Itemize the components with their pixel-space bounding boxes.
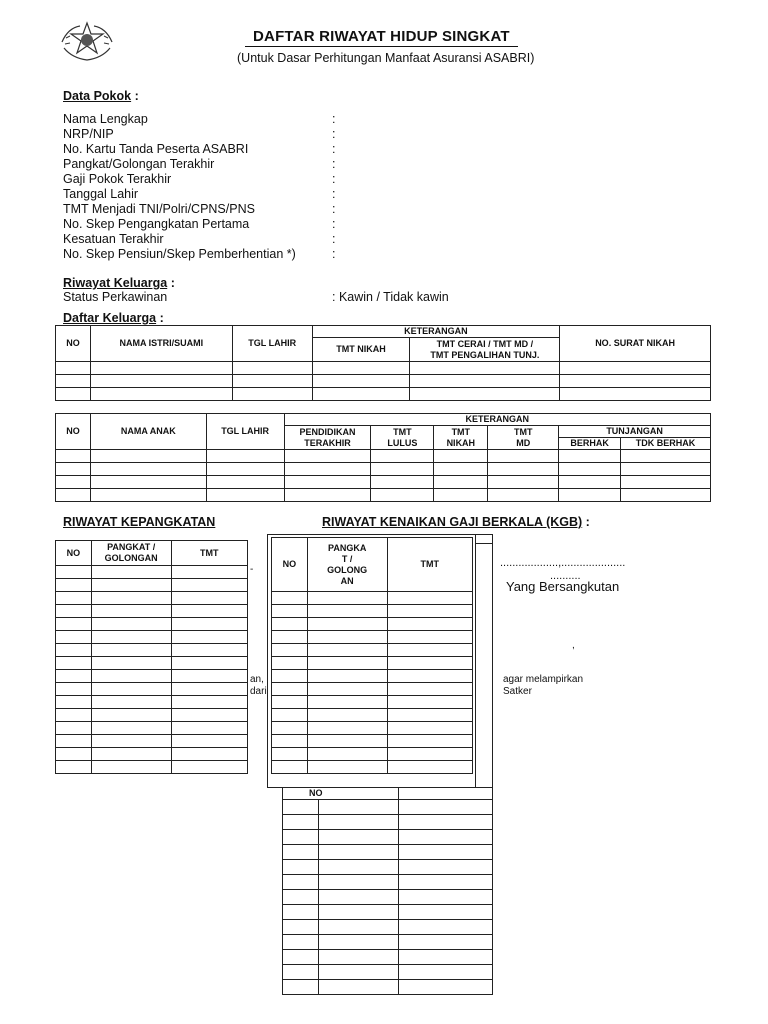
field-label: No. Skep Pensiun/Skep Pemberhentian *): [63, 247, 296, 261]
spouse-col-name: NAMA ISTRI/SUAMI: [90, 326, 232, 362]
table-row: [283, 815, 493, 830]
kepangkatan-col-pangkat-line1: PANGKAT /: [107, 542, 156, 552]
child-col-tmt-nikah: [434, 426, 488, 450]
spouse-col-no: NO: [56, 326, 91, 362]
child-col-tmt-lulus-line2: LULUS: [387, 437, 418, 448]
yang-bersangkutan-label: Yang Bersangkutan: [506, 579, 620, 594]
table-row: [272, 735, 473, 748]
table-row: [283, 935, 493, 950]
table-row: [272, 644, 473, 657]
table-row: [283, 830, 493, 845]
bg-satker: Satker: [503, 686, 532, 697]
spouse-col-tmt-cerai-line2: TMT PENGALIHAN TUNJ.: [430, 349, 540, 360]
data-pokok-heading: Data Pokok :: [63, 89, 139, 103]
spouse-col-tmt-cerai-line1: TMT CERAI / TMT MD /: [436, 338, 534, 349]
child-col-tmt-nikah-line1: TMT: [451, 426, 471, 437]
table-row: [56, 618, 248, 631]
table-row: [56, 735, 248, 748]
table-row: [56, 644, 248, 657]
status-perkawinan-label: Status Perkawinan: [63, 290, 168, 304]
table-row: [56, 489, 711, 502]
spouse-col-tmt-cerai: [410, 338, 560, 362]
field-colon: :: [332, 187, 336, 201]
field-colon: :: [332, 217, 336, 231]
table-row: [283, 905, 493, 920]
bg-agar-melampirkan: agar melampirkan: [503, 674, 584, 685]
table-row: [56, 450, 711, 463]
child-col-tmt-md-line1: TMT: [513, 426, 533, 437]
field-label: Tanggal Lahir: [63, 187, 139, 201]
table-row: [56, 476, 711, 489]
table-row: [283, 875, 493, 890]
field-colon: :: [332, 112, 336, 126]
field-colon: :: [332, 142, 336, 156]
kgb-col-pangkat-line4: AN: [340, 575, 354, 586]
bg-dash: -: [250, 564, 254, 575]
table-row: [272, 657, 473, 670]
field-colon: :: [332, 127, 336, 141]
kgb-table-frame: [267, 534, 476, 788]
table-row: [56, 362, 711, 375]
child-col-dob: TGL LAHIR: [206, 414, 284, 450]
child-col-tmt-lulus-line1: TMT: [393, 426, 412, 437]
kgb-lower-no: NO: [283, 788, 399, 800]
child-table: [55, 413, 711, 502]
table-row: [56, 657, 248, 670]
table-row: [272, 605, 473, 618]
child-col-berhak: BERHAK: [559, 438, 621, 450]
child-col-keterangan: KETERANGAN: [284, 414, 710, 426]
field-colon: :: [332, 172, 336, 186]
child-col-tunjangan: TUNJANGAN: [559, 426, 711, 438]
kgb-col-pangkat-line1: PANGKA: [328, 542, 367, 553]
table-row: [272, 722, 473, 735]
child-col-tdk-berhak: TDK BERHAK: [621, 438, 711, 450]
child-col-tmt-nikah-line2: NIKAH: [446, 437, 476, 448]
kgb-col-tmt: TMT: [387, 538, 472, 592]
bg-comma: ,: [572, 640, 575, 651]
field-label: Gaji Pokok Terakhir: [63, 172, 172, 186]
kgb-table: [271, 537, 473, 774]
table-row: [283, 920, 493, 935]
child-col-tmt-md-line2: MD: [516, 437, 531, 448]
kepangkatan-col-pangkat: [91, 541, 171, 566]
kepangkatan-table: [55, 540, 248, 774]
table-row: [56, 592, 248, 605]
table-row: [56, 566, 248, 579]
field-label: NRP/NIP: [63, 127, 114, 141]
child-col-tmt-lulus: [371, 426, 434, 450]
spouse-col-keterangan: KETERANGAN: [312, 326, 560, 338]
table-row: [56, 683, 248, 696]
kepangkatan-col-tmt: TMT: [171, 541, 247, 566]
table-row: [283, 980, 493, 995]
table-row: [56, 631, 248, 644]
table-row: [272, 592, 473, 605]
table-row: [56, 709, 248, 722]
bg-dots-short: ..........: [550, 570, 581, 582]
spouse-table: [55, 325, 711, 401]
kgb-col-no: NO: [272, 538, 308, 592]
child-col-tmt-md: [488, 426, 559, 450]
table-row: [56, 696, 248, 709]
page-subtitle: (Untuk Dasar Perhitungan Manfaat Asuransi ASABRI): [237, 51, 535, 65]
child-col-no: NO: [56, 414, 91, 450]
table-row: [283, 845, 493, 860]
kgb-col-pangkat-line2: T /: [341, 553, 353, 564]
table-row: [56, 579, 248, 592]
field-label: Nama Lengkap: [63, 112, 148, 126]
table-row: [56, 748, 248, 761]
table-row: [56, 761, 248, 774]
table-row: [272, 709, 473, 722]
table-row: [56, 388, 711, 401]
child-col-pendidikan: [284, 426, 371, 450]
spouse-col-dob: TGL LAHIR: [232, 326, 312, 362]
kgb-col-pangkat: [307, 538, 387, 592]
table-row: [56, 605, 248, 618]
table-row: [272, 631, 473, 644]
field-label: Kesatuan Terakhir: [63, 232, 164, 246]
table-row: [272, 618, 473, 631]
child-col-name: NAMA ANAK: [90, 414, 206, 450]
riwayat-kepangkatan-heading: RIWAYAT KEPANGKATAN: [63, 515, 216, 529]
table-row: [56, 722, 248, 735]
daftar-keluarga-heading: Daftar Keluarga :: [63, 311, 164, 325]
field-label: No. Skep Pengangkatan Pertama: [63, 217, 250, 231]
riwayat-kgb-heading: RIWAYAT KENAIKAN GAJI BERKALA (KGB) :: [322, 515, 590, 529]
table-row: [272, 748, 473, 761]
kepangkatan-col-no: NO: [56, 541, 92, 566]
child-col-pendidikan-line2: TERAKHIR: [304, 437, 351, 448]
bg-dots-line: ...................,.....................: [500, 557, 626, 569]
field-colon: :: [332, 157, 336, 171]
field-label: No. Kartu Tanda Peserta ASABRI: [63, 142, 249, 156]
table-row: [272, 683, 473, 696]
status-perkawinan-value: : Kawin / Tidak kawin: [332, 290, 449, 304]
table-row: [283, 965, 493, 980]
kgb-col-pangkat-line3: GOLONG: [327, 564, 368, 575]
bg-dari: dari: [250, 686, 267, 697]
field-colon: :: [332, 232, 336, 246]
table-row: [283, 860, 493, 875]
field-label: Pangkat/Golongan Terakhir: [63, 157, 215, 171]
bg-an: an,: [250, 674, 264, 685]
page-title: DAFTAR RIWAYAT HIDUP SINGKAT: [245, 28, 518, 47]
table-row: [56, 670, 248, 683]
spouse-col-tmt-nikah: TMT NIKAH: [312, 338, 410, 362]
table-row: [283, 950, 493, 965]
kepangkatan-col-pangkat-line2: GOLONGAN: [104, 553, 158, 563]
table-row: [272, 761, 473, 774]
child-col-pendidikan-line1: PENDIDIKAN: [299, 426, 356, 437]
field-label: TMT Menjadi TNI/Polri/CPNS/PNS: [63, 202, 255, 216]
asabri-emblem-logo: [58, 20, 116, 64]
table-row: [272, 696, 473, 709]
table-row: [272, 670, 473, 683]
riwayat-keluarga-heading: Riwayat Keluarga :: [63, 276, 175, 290]
field-colon: :: [332, 202, 336, 216]
table-row: [283, 800, 493, 815]
table-row: [56, 463, 711, 476]
field-colon: :: [332, 247, 336, 261]
spouse-col-surat-nikah: NO. SURAT NIKAH: [560, 326, 711, 362]
table-row: [283, 890, 493, 905]
table-row: [56, 375, 711, 388]
